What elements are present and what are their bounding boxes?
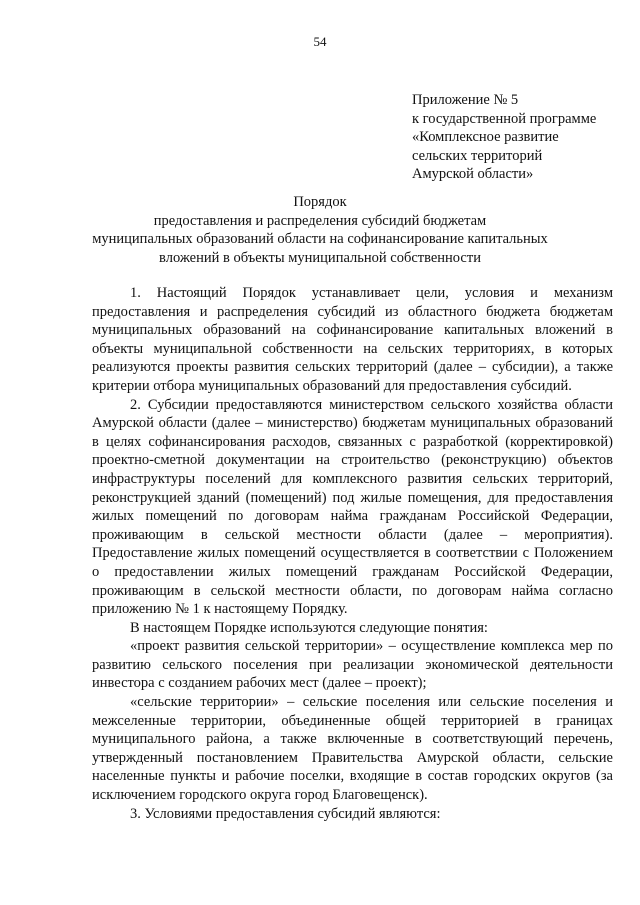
paragraph-1: 1. Настоящий Порядок устанавливает цели, условия и механизм предоставления и распределения субсидий из областного бюджета бюджетам муниципальных образований на софинансирование капитальных вложений в объекты муниципальной собственности на сельских территориях, в которых реализуются проекты развития сельских территорий (далее – субсидии), а также критерии отбора муниципальных образований для предоставления субсидий. xyxy=(92,285,613,394)
page-number: 54 xyxy=(313,34,327,49)
annex-line: сельских территорий xyxy=(412,147,543,164)
paragraph-2: 2. Субсидии предоставляются министерством сельского хозяйства области Амурской области (далее – министерство) бюджетам муниципальных образований в целях софинансирования расходов, связанных с разработкой (корректировкой) проектно-сметной документации на строительство (реконструкцию) объектов инфраструктуры поселений для комплексного развития сельских территорий, реконструкцией зданий (помещений) под жилые помещения, для предоставления жилых помещений по договорам найма гражданам Российской Федерации, проживающим в сельской местности области (далее – мероприятия). Предоставление жилых помещений осуществляется в соответствии с Положением о предоставлении жилых помещений гражданам Российской Федерации, проживающим в сельской местности области, по договорам найма согласно приложению № 1 к настоящему Порядку. xyxy=(92,396,613,618)
document-title xyxy=(60,193,580,267)
title-heading: Порядок xyxy=(293,194,347,210)
paragraph-3: 3. Условиями предоставления субсидий являются: xyxy=(130,805,441,822)
paragraph-definitions-intro: В настоящем Порядке используются следующие понятия: xyxy=(130,619,488,636)
paragraph-definition-project: «проект развития сельской территории» – осуществление комплекса мер по развитию сельского поселения при реализации экономической деятельности инвестора с созданием рабочих мест (далее – проект); xyxy=(92,638,613,692)
title-line: вложений в объекты муниципальной собственности xyxy=(159,249,481,266)
paragraph-definition-rural: «сельские территории» – сельские поселения или сельские поселения и межселенные территории, объединенные общей территорией в границах муниципального района, а также включенные в соответствующий перечень, утвержденный постановлением Правительства Амурской области, сельские населенные пункты и рабочие поселки, входящие в состав городских округов (за исключением городского округа город Благовещенск). xyxy=(92,694,613,804)
title-line: муниципальных образований области на софинансирование капитальных xyxy=(92,231,548,247)
annex-line: Приложение № 5 xyxy=(412,92,519,108)
annex-line: «Комплексное развитие xyxy=(412,129,559,145)
document-body xyxy=(92,284,613,823)
title-line: предоставления и распределения субсидий бюджетам xyxy=(153,212,487,229)
annex-line: к государственной программе xyxy=(412,110,597,127)
annex-line: Амурской области» xyxy=(412,166,534,182)
annex-block xyxy=(412,91,596,184)
